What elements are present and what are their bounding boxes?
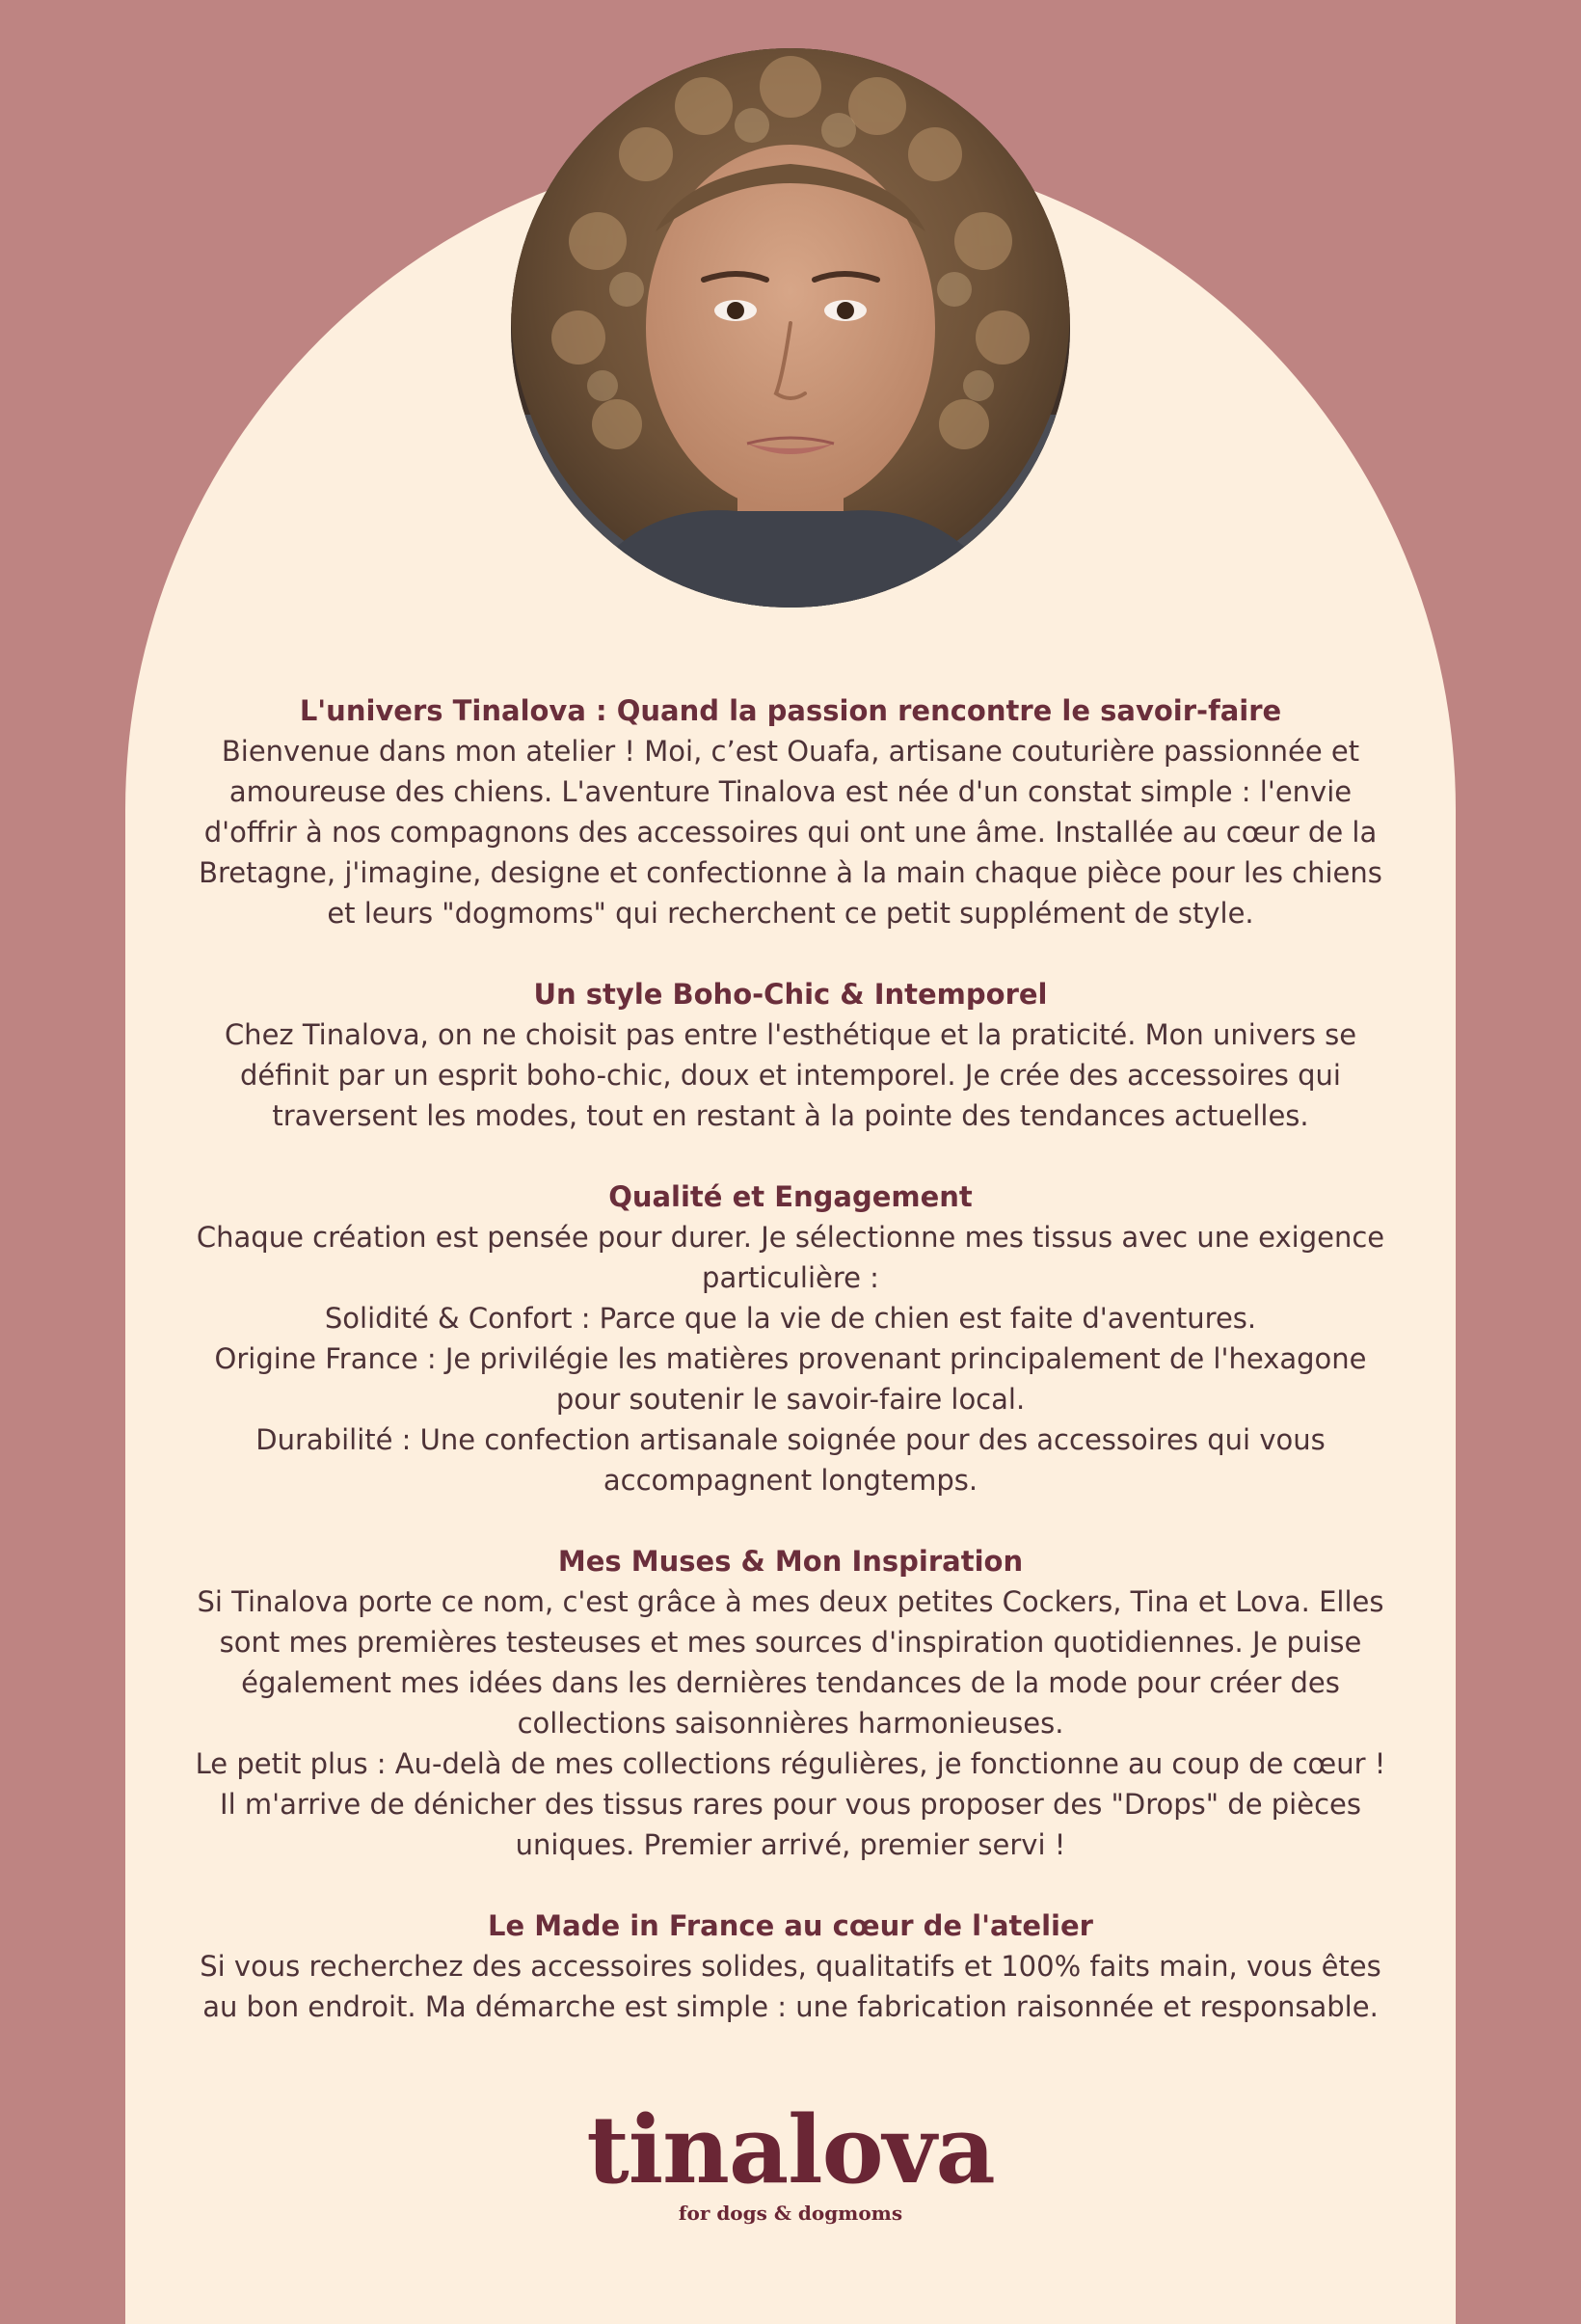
portrait-illustration bbox=[511, 48, 1070, 608]
brand-logo bbox=[501, 2095, 1080, 2226]
section-title: Qualité et Engagement bbox=[608, 1180, 973, 1213]
logo-wordmark: tinalova bbox=[586, 2095, 995, 2204]
section-style bbox=[193, 974, 1388, 1136]
section-paragraph: Si vous recherchez des accessoires solides, qualitatifs et 100% faits main, vous êtes au bon endroit. Ma démarche est simple : une fabrication raisonnée et responsable. bbox=[200, 1950, 1381, 2023]
section-paragraph: Bienvenue dans mon atelier ! Moi, c’est Ouafa, artisane couturière passionnée et amoureuse des chiens. L'aventure Tinalova est née d'un constat simple : l'envie d'offrir à nos compagnons des accessoires qui ont une âme. Installée au cœur de la Bretagne, j'imagine, designe et confectionne à la main chaque pièce pour les chiens et leurs "dogmoms" qui recherchent ce petit supplément de style. bbox=[199, 735, 1382, 930]
section-made-in-france bbox=[193, 1905, 1388, 2027]
section-paragraph: Chaque création est pensée pour durer. Je sélectionne mes tissus avec une exigence particulière : bbox=[196, 1221, 1385, 1294]
section-title: Le Made in France au cœur de l'atelier bbox=[488, 1909, 1093, 1942]
section-paragraph: Le petit plus : Au-delà de mes collections régulières, je fonctionne au coup de cœur ! Il m'arrive de dénicher des tissus rares pour vous proposer des "Drops" de pièces uniques. Premier arrivé, premier servi ! bbox=[195, 1747, 1386, 1861]
section-paragraph: Chez Tinalova, on ne choisit pas entre l'esthétique et la praticité. Mon univers se définit par un esprit boho-chic, doux et intemporel. Je crée des accessoires qui traversent les modes, tout en restant à la pointe des tendances actuelles. bbox=[224, 1018, 1357, 1132]
section-paragraph: Durabilité : Une confection artisanale soignée pour des accessoires qui vous accompagnent longtemps. bbox=[255, 1423, 1326, 1497]
section-title: L'univers Tinalova : Quand la passion rencontre le savoir-faire bbox=[299, 694, 1282, 727]
section-paragraph: Origine France : Je privilégie les matières provenant principalement de l'hexagone pour soutenir le savoir-faire local. bbox=[214, 1342, 1367, 1416]
section-muses bbox=[193, 1541, 1388, 1865]
about-content bbox=[193, 690, 1388, 2067]
section-qualite bbox=[193, 1176, 1388, 1500]
portrait-photo bbox=[511, 48, 1070, 608]
section-paragraph: Solidité & Confort : Parce que la vie de chien est faite d'aventures. bbox=[324, 1302, 1257, 1335]
section-paragraph: Si Tinalova porte ce nom, c'est grâce à mes deux petites Cockers, Tina et Lova. Elles sont mes premières testeuses et mes sources d'inspiration quotidiennes. Je puise également mes idées dans les dernières tendances de la mode pour créer des collections saisonnières harmonieuses. bbox=[197, 1585, 1384, 1740]
section-title: Un style Boho-Chic & Intemporel bbox=[533, 978, 1048, 1011]
section-univers bbox=[193, 690, 1388, 933]
logo-tagline: for dogs & dogmoms bbox=[678, 2202, 903, 2225]
section-title: Mes Muses & Mon Inspiration bbox=[557, 1545, 1024, 1578]
